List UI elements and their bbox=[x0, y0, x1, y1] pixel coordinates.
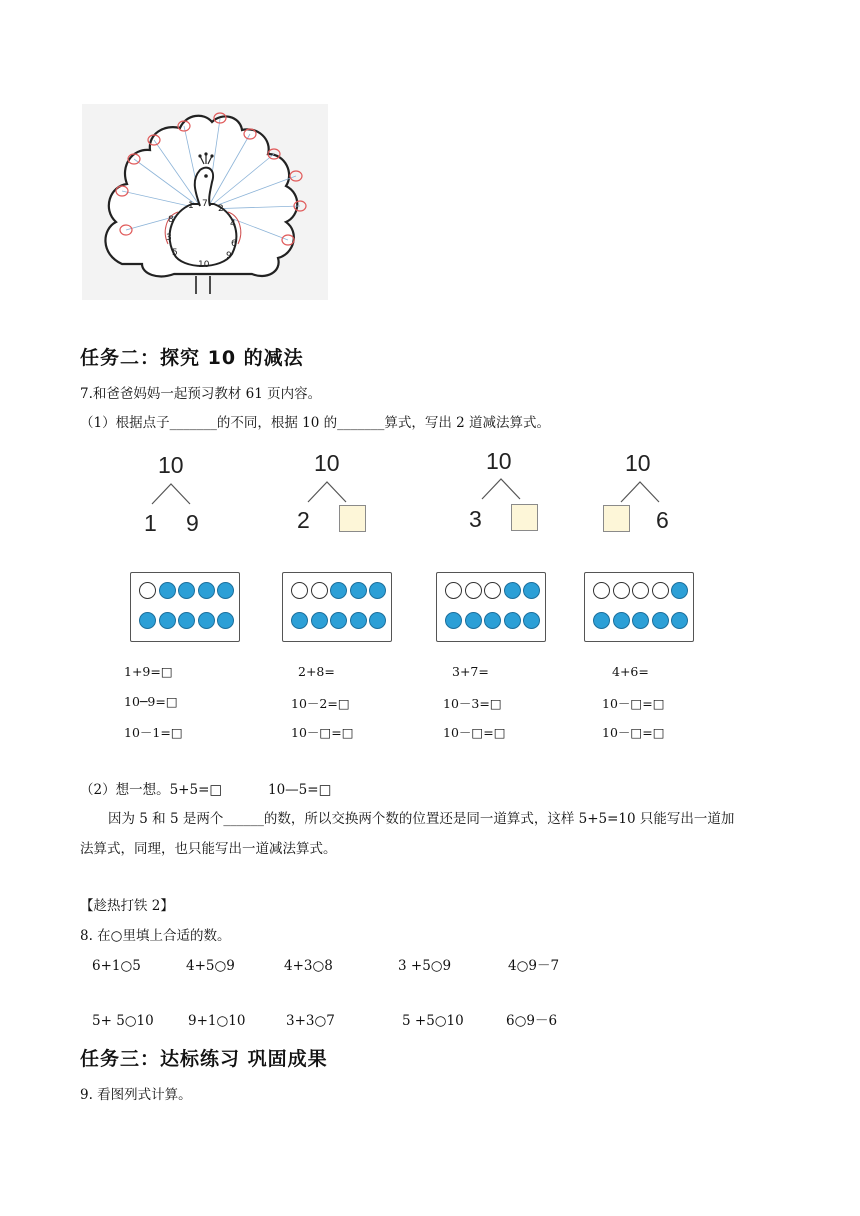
filled-dot bbox=[217, 612, 234, 629]
bond-left: 1 bbox=[144, 510, 157, 536]
filled-dot bbox=[484, 612, 501, 629]
empty-dot bbox=[465, 582, 482, 599]
bond-left: 3 bbox=[469, 506, 482, 532]
compare-item: 5+ 5○10 bbox=[92, 1013, 154, 1029]
empty-dot bbox=[291, 582, 308, 599]
empty-dot bbox=[311, 582, 328, 599]
empty-dot bbox=[652, 582, 669, 599]
filled-dot bbox=[465, 612, 482, 629]
question-8: 8. 在○里填上合适的数。 bbox=[80, 928, 231, 944]
filled-dot bbox=[523, 612, 540, 629]
practice2-title: 【趁热打铁 2】 bbox=[80, 898, 174, 914]
filled-dot bbox=[652, 612, 669, 629]
filled-dot bbox=[593, 612, 610, 629]
filled-dot bbox=[523, 582, 540, 599]
bond-top: 10 bbox=[314, 450, 340, 476]
filled-dot bbox=[350, 582, 367, 599]
compare-item: 6+1○5 bbox=[92, 958, 141, 974]
empty-dot bbox=[593, 582, 610, 599]
bond-lines bbox=[306, 480, 348, 504]
equation: 10－1=□ bbox=[124, 725, 183, 740]
filled-dot bbox=[311, 612, 328, 629]
tail-number: 6 bbox=[231, 239, 237, 249]
equation: 4+6= bbox=[612, 664, 649, 679]
compare-item: 4+5○9 bbox=[186, 958, 235, 974]
ten-frame-3 bbox=[436, 572, 546, 642]
tail-number: 9 bbox=[226, 251, 232, 261]
bond-top: 10 bbox=[486, 448, 512, 474]
compare-item: 3+3○7 bbox=[286, 1013, 335, 1029]
filled-dot bbox=[369, 612, 386, 629]
tail-number: 7 bbox=[202, 199, 208, 209]
equation: 10－□=□ bbox=[291, 725, 354, 740]
filled-dot bbox=[632, 612, 649, 629]
equation: 10─9=□ bbox=[124, 694, 178, 709]
question-9: 9. 看图列式计算。 bbox=[80, 1087, 192, 1103]
compare-item: 6○9－6 bbox=[506, 1013, 558, 1029]
empty-dot bbox=[484, 582, 501, 599]
equation: 3+7= bbox=[452, 664, 489, 679]
filled-dot bbox=[613, 612, 630, 629]
tail-number: 5 bbox=[172, 248, 178, 258]
equation: 10－3=□ bbox=[443, 696, 502, 711]
explanation-line-1: 因为 5 和 5 是两个______的数，所以交换两个数的位置还是同一道算式，这样 5+5=10 只能写出一道加 bbox=[108, 811, 735, 827]
compare-item: 4○9－7 bbox=[508, 958, 560, 974]
filled-dot bbox=[445, 612, 462, 629]
question-7-part2-a: （2）想一想。5+5=□ bbox=[80, 782, 223, 798]
tail-number: 4 bbox=[230, 219, 236, 229]
question-7-part1: （1）根据点子_______的不同，根据 10 的_______算式，写出 2 道减法算式。 bbox=[80, 415, 551, 431]
question-7-part2-b: 10—5=□ bbox=[268, 782, 332, 798]
filled-dot bbox=[350, 612, 367, 629]
task3-title: 任务三：达标练习 巩固成果 bbox=[80, 1048, 328, 1070]
filled-dot bbox=[504, 612, 521, 629]
filled-dot bbox=[139, 612, 156, 629]
peacock-drawing bbox=[82, 104, 328, 300]
bond-top: 10 bbox=[158, 452, 184, 478]
peacock-picture bbox=[82, 104, 328, 300]
filled-dot bbox=[671, 582, 688, 599]
empty-dot bbox=[139, 582, 156, 599]
answer-box[interactable] bbox=[511, 504, 538, 531]
tail-number: 8 bbox=[168, 215, 174, 225]
ten-frame-1 bbox=[130, 572, 240, 642]
ten-frame-2 bbox=[282, 572, 392, 642]
ten-frame-4 bbox=[584, 572, 694, 642]
tail-number: 2 bbox=[218, 204, 224, 214]
filled-dot bbox=[159, 612, 176, 629]
equation: 10－□=□ bbox=[602, 696, 665, 711]
filled-dot bbox=[198, 612, 215, 629]
compare-item: 9+1○10 bbox=[188, 1013, 246, 1029]
bond-left: 2 bbox=[297, 507, 310, 533]
equation: 10－2=□ bbox=[291, 696, 350, 711]
filled-dot bbox=[330, 612, 347, 629]
bond-right: 9 bbox=[186, 510, 199, 536]
question-7: 7.和爸爸妈妈一起预习教材 61 页内容。 bbox=[80, 386, 322, 402]
compare-item: 4+3○8 bbox=[284, 958, 333, 974]
answer-box[interactable] bbox=[603, 505, 630, 532]
filled-dot bbox=[217, 582, 234, 599]
bond-lines bbox=[480, 477, 522, 501]
filled-dot bbox=[504, 582, 521, 599]
filled-dot bbox=[159, 582, 176, 599]
equation: 1+9=□ bbox=[124, 664, 173, 679]
bond-right: 6 bbox=[656, 507, 669, 533]
compare-item: 3 +5○9 bbox=[398, 958, 452, 974]
answer-box[interactable] bbox=[339, 505, 366, 532]
filled-dot bbox=[671, 612, 688, 629]
filled-dot bbox=[369, 582, 386, 599]
tail-number: 1 bbox=[188, 201, 194, 211]
empty-dot bbox=[613, 582, 630, 599]
equation: 10－□=□ bbox=[443, 725, 506, 740]
tail-number: 3 bbox=[166, 233, 172, 243]
equation: 2+8= bbox=[298, 664, 335, 679]
filled-dot bbox=[198, 582, 215, 599]
empty-dot bbox=[445, 582, 462, 599]
bond-lines bbox=[619, 480, 661, 504]
compare-item: 5 +5○10 bbox=[402, 1013, 464, 1029]
filled-dot bbox=[178, 582, 195, 599]
filled-dot bbox=[178, 612, 195, 629]
task2-title: 任务二：探究 10 的减法 bbox=[80, 347, 304, 369]
empty-dot bbox=[632, 582, 649, 599]
bond-lines bbox=[150, 482, 192, 506]
filled-dot bbox=[291, 612, 308, 629]
body-number: 10 bbox=[198, 260, 210, 270]
equation: 10－□=□ bbox=[602, 725, 665, 740]
explanation-line-2: 法算式，同理，也只能写出一道减法算式。 bbox=[80, 841, 337, 857]
filled-dot bbox=[330, 582, 347, 599]
bond-top: 10 bbox=[625, 450, 651, 476]
